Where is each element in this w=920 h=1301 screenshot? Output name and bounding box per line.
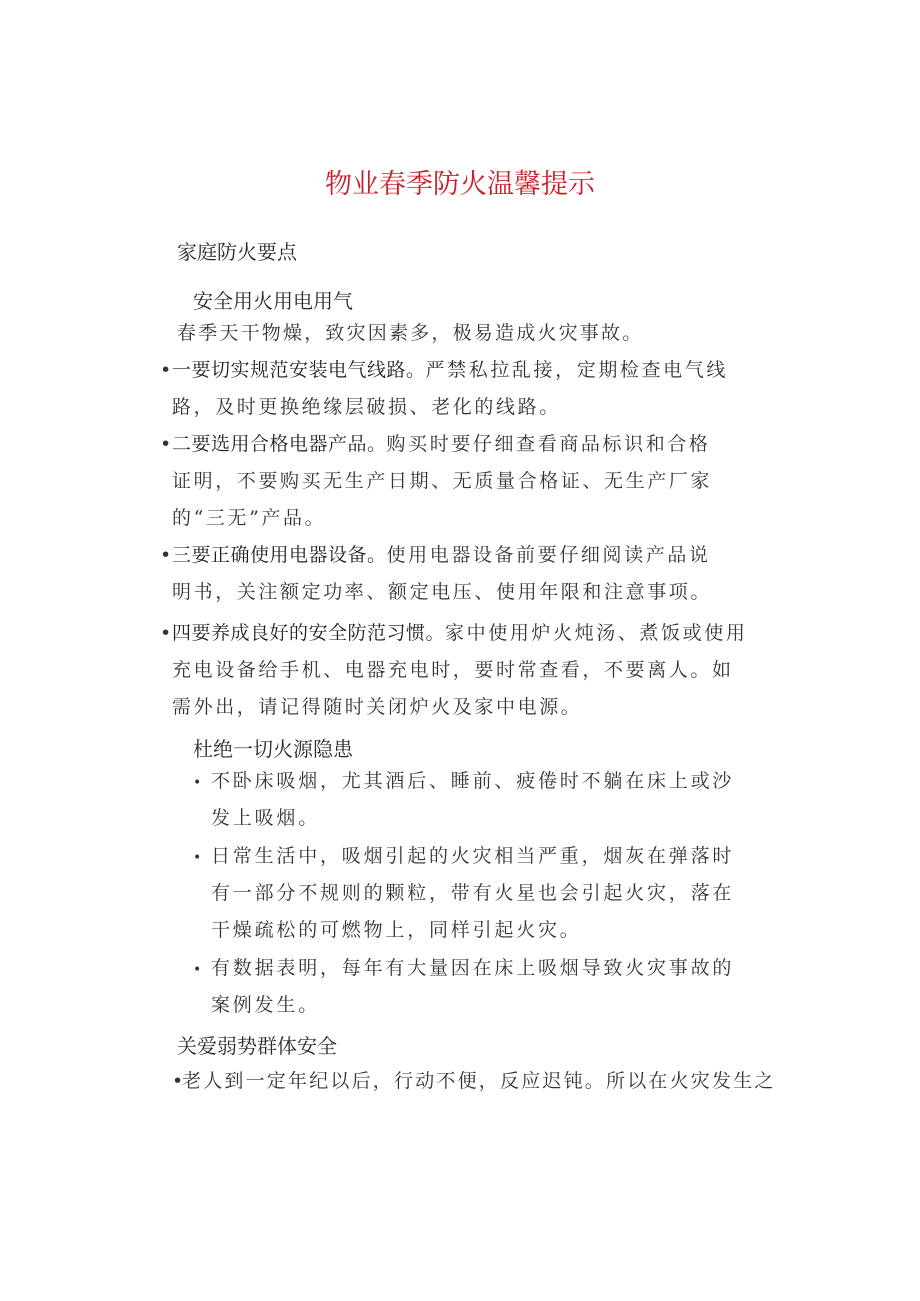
item-lead: 四要养成良好的安全防范习惯。	[172, 622, 446, 644]
item-lead: 二要选用合格电器产品。	[172, 433, 387, 455]
list-item	[172, 1063, 776, 1100]
section-heading-vulnerable-groups: 关爱弱势群体安全	[177, 1034, 337, 1058]
list-item	[193, 763, 743, 837]
item-text: 购买时要仔细查看商品标识和合格证明，不要购买无生产日期、无质量合格证、无生产厂家的“三无”产品。	[172, 433, 713, 529]
bullet-icon: •	[160, 433, 172, 455]
item-lead: 一要切实规范安装电气线路。	[172, 359, 426, 381]
list-item	[160, 426, 730, 537]
list-item	[160, 537, 730, 611]
item-text: 日常生活中，吸烟引起的火灾相当严重，烟灰在弹落时有一部分不规则的颗粒，带有火星也会引起火灾，落在干燥疏松的可燃物上，同样引起火灾。	[211, 845, 735, 941]
bullet-icon: •	[193, 962, 205, 978]
item-text: 不卧床吸烟，尤其酒后、睡前、疲倦时不躺在床上或沙发上吸烟。	[211, 770, 735, 829]
list-item	[193, 838, 743, 949]
bullet-icon: •	[160, 622, 172, 644]
item-text: 使用电器设备前要仔细阅读产品说明书，关注额定功率、额定电压、使用年限和注意事项。	[172, 544, 713, 603]
document-title: 物业春季防火温馨提示	[325, 169, 595, 200]
subheading-eliminate-fire-hazards: 杜绝一切火源隐患	[193, 737, 353, 761]
item-lead: 三要正确使用电器设备。	[172, 544, 387, 566]
intro-paragraph: 春季天干物燥，致灾因素多，极易造成火灾事故。	[177, 322, 644, 344]
item-text: 家中使用炉火炖汤、煮饭或使用充电设备给手机、电器充电时，要时常查看，不要离人。如需外出，请记得随时关闭炉火及家中电源。	[172, 622, 748, 718]
section-heading-home-fire-safety: 家庭防火要点	[177, 240, 297, 264]
bullet-icon: •	[160, 359, 172, 381]
bullet-icon: •	[160, 544, 172, 566]
list-item	[160, 352, 730, 426]
item-text: 有数据表明，每年有大量因在床上吸烟导致火灾事故的案例发生。	[211, 957, 735, 1016]
item-text: 严禁私拉乱接，定期检查电气线路，及时更换绝缘层破损、老化的线路。	[172, 359, 728, 418]
bullet-icon: •	[172, 1070, 186, 1092]
subheading-safe-fire-electricity-gas: 安全用火用电用气	[193, 289, 353, 313]
bullet-icon: •	[193, 850, 205, 866]
list-item	[160, 615, 750, 726]
list-item	[193, 950, 743, 1024]
item-text: 老人到一定年纪以后，行动不便，反应迟钝。所以在火灾发生之	[182, 1070, 776, 1092]
bullet-icon: •	[193, 775, 205, 791]
